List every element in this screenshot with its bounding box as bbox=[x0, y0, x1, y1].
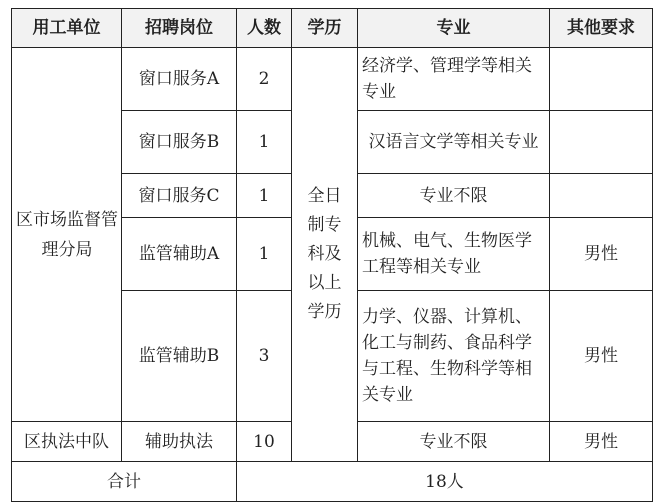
other-cell bbox=[550, 111, 653, 174]
other-cell bbox=[550, 174, 653, 218]
total-label: 合计 bbox=[12, 462, 237, 502]
position-cell: 窗口服务B bbox=[122, 111, 237, 174]
position-cell: 辅助执法 bbox=[122, 422, 237, 462]
major-cell bbox=[358, 291, 550, 422]
unit-cell bbox=[12, 48, 122, 422]
major-text: 机械、电气、生物医学工程等相关专业 bbox=[362, 231, 532, 277]
unit-cell: 区执法中队 bbox=[12, 422, 122, 462]
count-cell: 3 bbox=[237, 291, 292, 422]
header-unit: 用工单位 bbox=[12, 9, 122, 48]
header-other: 其他要求 bbox=[550, 9, 653, 48]
header-position: 招聘岗位 bbox=[122, 9, 237, 48]
header-major: 专业 bbox=[358, 9, 550, 48]
major-text: 汉语言文学等相关专业 bbox=[368, 132, 539, 152]
position-cell: 窗口服务C bbox=[122, 174, 237, 218]
count-cell: 1 bbox=[237, 111, 292, 174]
other-cell: 男性 bbox=[550, 291, 653, 422]
major-cell: 专业不限 bbox=[358, 422, 550, 462]
education-text: 全日制专科及以上学历 bbox=[307, 186, 342, 322]
major-cell: 专业不限 bbox=[358, 174, 550, 218]
major-cell bbox=[358, 218, 550, 291]
other-cell bbox=[550, 48, 653, 111]
count-cell: 10 bbox=[237, 422, 292, 462]
other-cell: 男性 bbox=[550, 218, 653, 291]
position-cell: 窗口服务A bbox=[122, 48, 237, 111]
header-row bbox=[12, 9, 653, 48]
major-text: 经济学、管理学等相关专业 bbox=[362, 56, 532, 102]
header-education: 学历 bbox=[292, 9, 358, 48]
total-row bbox=[12, 462, 653, 502]
count-cell: 1 bbox=[237, 174, 292, 218]
unit-text: 区市场监督管理分局 bbox=[16, 209, 118, 260]
header-count: 人数 bbox=[237, 9, 292, 48]
total-value: 18人 bbox=[237, 462, 653, 502]
position-cell: 监管辅助B bbox=[122, 291, 237, 422]
major-text: 力学、仪器、计算机、化工与制药、食品科学与工程、生物科学等相关专业 bbox=[362, 307, 532, 405]
count-cell: 1 bbox=[237, 218, 292, 291]
recruitment-table bbox=[11, 8, 653, 502]
major-cell bbox=[358, 48, 550, 111]
education-cell bbox=[292, 48, 358, 462]
major-cell bbox=[358, 111, 550, 174]
table-row bbox=[12, 48, 653, 111]
other-cell: 男性 bbox=[550, 422, 653, 462]
count-cell: 2 bbox=[237, 48, 292, 111]
position-cell: 监管辅助A bbox=[122, 218, 237, 291]
